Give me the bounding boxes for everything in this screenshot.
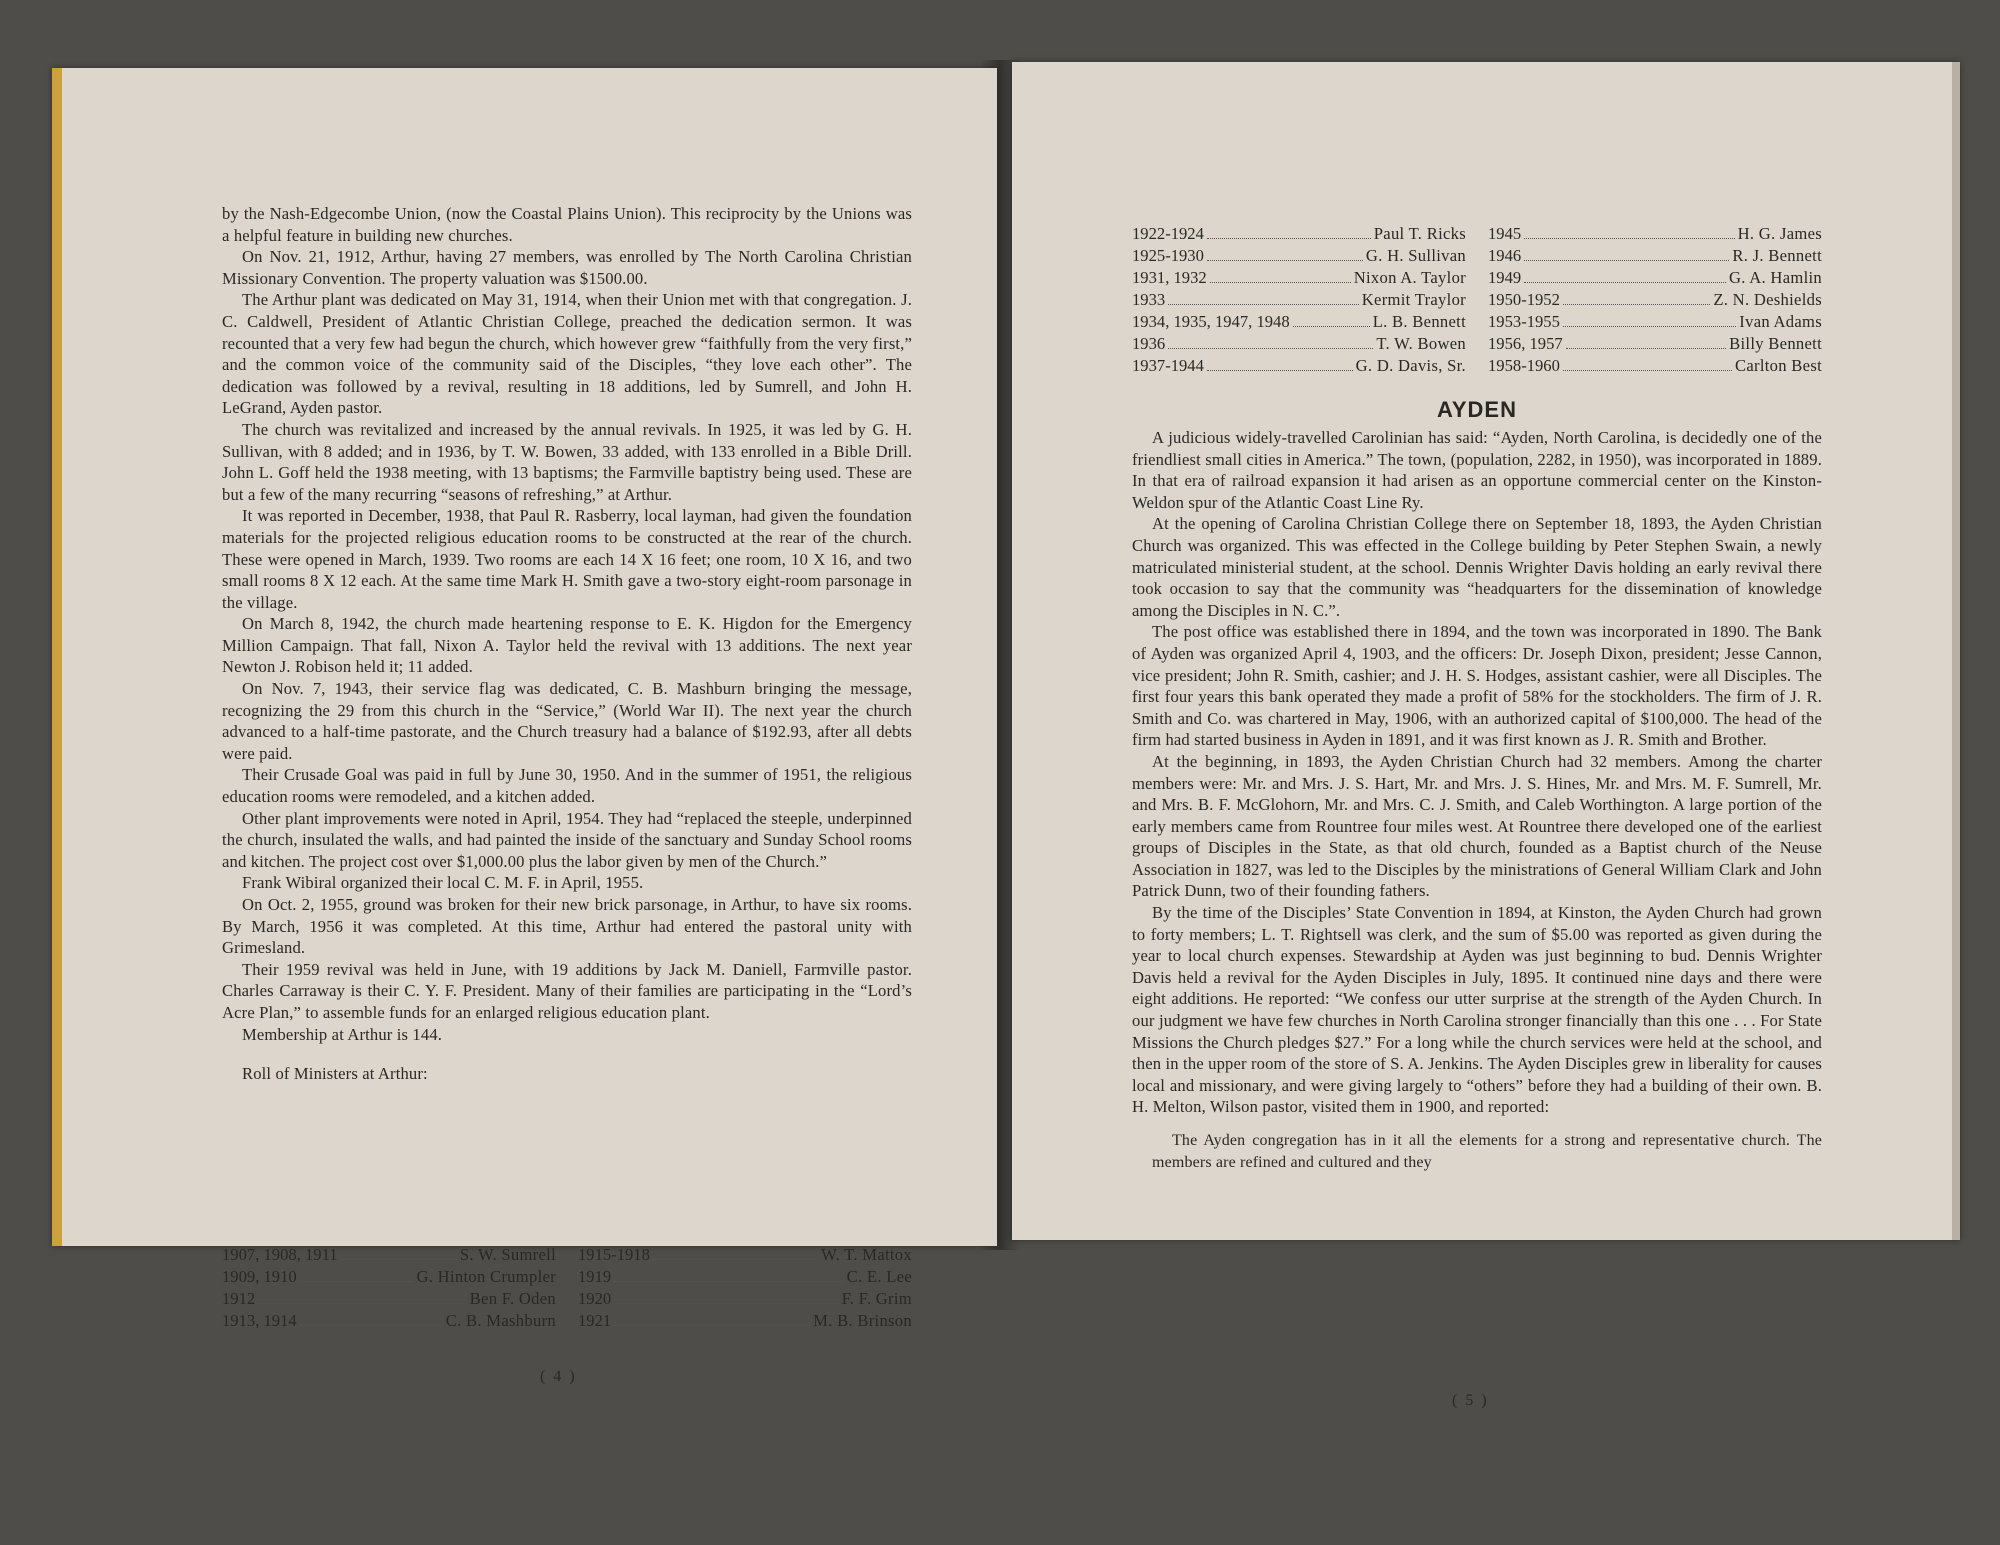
minister-years: 1919	[578, 1267, 612, 1286]
minister-row	[1488, 245, 1822, 267]
ministers-column	[1132, 223, 1466, 377]
minister-years: 1934, 1935, 1947, 1948	[1132, 312, 1290, 331]
paragraph: A judicious widely-travelled Carolinian has said: “Ayden, North Carolina, is decidedly one of the friendliest small cities in America.” The town, (population, 2282, in 1950), was incorporated in 1889. In that era of railroad expansion it had arisen as an opportune commercial center on the Kinston-Weldon spur of the Atlantic Coast Line Ry.	[1132, 428, 1822, 512]
minister-name: L. B. Bennett	[1372, 312, 1466, 331]
paragraph: The Arthur plant was dedicated on May 31, 1914, when their Union met with that congregation. J. C. Caldwell, President of Atlantic Christian College, preached the dedication sermon. It was recounted that a very few had begun the church, which however grew “faithfully from the very first,” and the common voice of the community said of the Disciples, “they love each other”. The dedication was followed by a revival, resulting in 18 additions, led by Sumrell, and John H. LeGrand, Ayden pastor.	[222, 290, 912, 418]
minister-years: 1953-1955	[1488, 312, 1560, 331]
paragraph: On Nov. 21, 1912, Arthur, having 27 members, was enrolled by The North Carolina Christian Missionary Convention. The property valuation was $1500.00.	[222, 247, 912, 288]
minister-name: T. W. Bowen	[1376, 334, 1466, 353]
paragraph: On Oct. 2, 1955, ground was broken for their new brick parsonage, in Arthur, to have six rooms. By March, 1956 it was completed. At this time, Arthur had entered the pastoral unity with Grimesland.	[222, 895, 912, 958]
right-page	[1012, 62, 1960, 1409]
minister-years: 1945	[1488, 224, 1522, 243]
paragraph: The post office was established there in 1894, and the town was incorporated in 1890. The Bank of Ayden was organized April 4, 1903, and the officers: Dr. Joseph Dixon, president; Jesse Cannon, vice president; John R. Smith, cashier; and J. H. S. Hodges, assistant cashier, were all Disciples. The first four years this bank operated they made a profit of 58% for the stockholders. The firm of J. R. Smith and Co. was chartered in May, 1906, with an authorized capital of $100,000. The head of the firm had started business in Ayden in 1891, and it was first known as J. R. Smith and Brother.	[1132, 622, 1822, 750]
minister-years: 1931, 1932	[1132, 268, 1207, 287]
paragraph: The church was revitalized and increased by the annual revivals. In 1925, it was led by G. H. Sullivan, with 8 added; and in 1936, by T. W. Bowen, 33 added, with 133 enrolled in a Bible Drill. John L. Goff held the 1938 meeting, with 13 baptisms; the Farmville baptistry being used. These are but a few of the many recurring “seasons of refreshing,” at Arthur.	[222, 419, 912, 504]
minister-row	[222, 1266, 556, 1288]
minister-name: C. B. Mashburn	[445, 1311, 556, 1330]
minister-name: M. B. Brinson	[813, 1311, 912, 1330]
paragraph: At the opening of Carolina Christian College there on September 18, 1893, the Ayden Christian Church was organized. This was effected in the College building by Peter Stephen Swain, a newly matriculated ministerial student, at the school. Dennis Wrighter Davis holding an early revival there took occasion to say that the community was “headquarters for the dissemination of knowledge among the Disciples in N. C.”.	[1132, 514, 1822, 620]
minister-years: 1958-1960	[1488, 356, 1560, 375]
minister-row	[1132, 355, 1466, 377]
leader-dots	[1207, 370, 1353, 371]
paragraph: Their Crusade Goal was paid in full by June 30, 1950. And in the summer of 1951, the religious education rooms were remodeled, and a kitchen added.	[222, 765, 912, 807]
minister-row	[1488, 267, 1822, 289]
paragraph: Their 1959 revival was held in June, with 19 additions by Jack M. Daniell, Farmville pastor. Charles Carraway is their C. Y. F. President. Many of their families are participating in the “Lord’s Acre Plan,” to assemble funds for an enlarged religious education plant.	[222, 959, 912, 1022]
paragraph: Membership at Arthur is 144.	[242, 1024, 443, 1044]
paragraph: By the time of the Disciples’ State Convention in 1894, at Kinston, the Ayden Church had grown to forty members; L. T. Rightsell was clerk, and the sum of $5.00 was reported as given during the year to local church expenses. Stewardship at Ayden was just beginning to bud. Dennis Wrighter Davis held a revival for the Ayden Disciples in July, 1895. It continued nine days and there were eight additions. He reported: “We confess our utter surprise at the strength of the Ayden Church. In our judgment we have few churches in North Carolina stronger financially than this one . . . For State Missions the Church pledges $27.” For a long while the church services were held at the school, and then in the upper room of the store of S. A. Jenkins. The Ayden Disciples grew in liberality for causes local and missionary, and were giving largely to “others” before they had a building of their own. B. H. Melton, Wilson pastor, visited them in 1900, and reported:	[1132, 903, 1822, 1117]
minister-name: G. D. Davis, Sr.	[1355, 356, 1466, 375]
minister-row	[578, 1288, 912, 1310]
minister-row	[222, 1310, 556, 1332]
leader-dots	[614, 1281, 843, 1282]
minister-years: 1925-1930	[1132, 246, 1204, 265]
minister-row	[1132, 289, 1466, 311]
minister-years: 1921	[578, 1311, 612, 1330]
paragraph: Frank Wibiral organized their local C. M. F. in April, 1955.	[242, 873, 644, 893]
minister-name: W. T. Mattox	[821, 1245, 912, 1264]
minister-years: 1909, 1910	[222, 1267, 297, 1286]
right-page-body	[1132, 427, 1822, 1173]
leader-dots	[653, 1259, 818, 1260]
minister-years: 1950-1952	[1488, 290, 1560, 309]
minister-name: R. J. Bennett	[1732, 246, 1822, 265]
minister-row	[1488, 311, 1822, 333]
leader-dots	[1563, 304, 1710, 305]
leader-dots	[1563, 326, 1736, 327]
minister-row	[578, 1266, 912, 1288]
leader-dots	[341, 1259, 457, 1260]
paragraph: by the Nash-Edgecombe Union, (now the Coastal Plains Union). This reciprocity by the Unions was a helpful feature in building new churches.	[222, 204, 912, 245]
leader-dots	[1168, 348, 1373, 349]
minister-name: Kermit Traylor	[1361, 290, 1466, 309]
minister-name: H. G. James	[1737, 224, 1822, 243]
minister-name: G. H. Sullivan	[1365, 246, 1466, 265]
minister-years: 1956, 1957	[1488, 334, 1563, 353]
minister-name: C. E. Lee	[846, 1267, 912, 1286]
minister-name: F. F. Grim	[841, 1289, 912, 1308]
minister-years: 1913, 1914	[222, 1311, 297, 1330]
minister-name: Ben F. Oden	[469, 1289, 556, 1308]
leader-dots	[300, 1325, 443, 1326]
minister-years: 1912	[222, 1289, 256, 1308]
minister-name: Nixon A. Taylor	[1353, 268, 1466, 287]
minister-row	[1132, 245, 1466, 267]
leader-dots	[300, 1281, 414, 1282]
minister-row	[1132, 223, 1466, 245]
paragraph: At the beginning, in 1893, the Ayden Christian Church had 32 members. Among the charter members were: Mr. and Mrs. J. S. Hart, Mr. and Mrs. J. S. Hines, Mr. and Mrs. M. F. Sumrell, Mr. and Mrs. B. F. McGlohorn, Mr. and Mrs. C. J. Smith, and Caleb Worthington. A large portion of the early members came from Rountree four miles west. At Rountree there developed one of the earliest groups of Disciples in the State, as that old church, founded as a Baptist church of the Neuse Association in 1827, was led to the Disciples by the ministrations of General William Clark and John Patrick Dunn, two of their founding fathers.	[1132, 751, 1822, 901]
minister-years: 1933	[1132, 290, 1166, 309]
minister-name: G. A. Hamlin	[1728, 268, 1822, 287]
leader-dots	[1524, 238, 1734, 239]
minister-name: Ivan Adams	[1739, 312, 1822, 331]
leader-dots	[1563, 370, 1732, 371]
minister-row	[1132, 267, 1466, 289]
ministers-table-right	[1132, 223, 1822, 377]
minister-years: 1920	[578, 1289, 612, 1308]
minister-row	[578, 1244, 912, 1266]
leader-dots	[1524, 260, 1729, 261]
leader-dots	[614, 1325, 810, 1326]
ministers-table-left	[222, 1244, 912, 1332]
paragraph: On March 8, 1942, the church made heartening response to E. K. Higdon for the Emergency Million Campaign. That fall, Nixon A. Taylor held the revival with 13 additions. The next year Newton J. Robison held it; 11 added.	[222, 614, 912, 677]
minister-row	[1132, 311, 1466, 333]
minister-row	[1488, 289, 1822, 311]
page-number: ( 5 )	[1452, 1392, 1489, 1409]
leader-dots	[614, 1303, 838, 1304]
roll-of-ministers-label: Roll of Ministers at Arthur:	[242, 1064, 428, 1084]
minister-years: 1907, 1908, 1911	[222, 1245, 338, 1264]
leader-dots	[1293, 326, 1370, 327]
minister-name: Z. N. Deshields	[1713, 290, 1822, 309]
minister-name: S. W. Sumrell	[459, 1245, 556, 1264]
minister-row	[1488, 333, 1822, 355]
leader-dots	[1207, 238, 1371, 239]
leader-dots	[1207, 260, 1363, 261]
minister-name: Paul T. Ricks	[1373, 224, 1466, 243]
paragraph: On Nov. 7, 1943, their service flag was dedicated, C. B. Mashburn bringing the message, recognizing the 29 from this church in the “Service,” (World War II). The next year the church advanced to a half-time pastorate, and the Church treasury had a balance of $192.93, after all debts were paid.	[222, 679, 912, 763]
minister-row	[578, 1310, 912, 1332]
paragraph: It was reported in December, 1938, that Paul R. Rasberry, local layman, had given the foundation materials for the projected religious education rooms to be constructed at the rear of the church. These were opened in March, 1939. Two rooms are each 14 X 16 feet; one room, 10 X 16, and two small rooms 8 X 12 each. At the same time Mark H. Smith gave a two-story eight-room parsonage in the village.	[222, 506, 912, 612]
leader-dots	[1210, 282, 1351, 283]
minister-years: 1936	[1132, 334, 1166, 353]
block-quote: The Ayden congregation has in it all the elements for a strong and representative church. The members are refined and cultured and they	[1152, 1132, 1822, 1171]
minister-name: G. Hinton Crumpler	[416, 1267, 556, 1286]
minister-row	[222, 1288, 556, 1310]
minister-row	[222, 1244, 556, 1266]
section-heading-ayden: AYDEN	[1437, 397, 1517, 422]
leader-dots	[1168, 304, 1359, 305]
minister-name: Billy Bennett	[1729, 334, 1822, 353]
minister-years: 1949	[1488, 268, 1522, 287]
left-page-body	[222, 203, 912, 1085]
leader-dots	[1524, 282, 1726, 283]
minister-years: 1937-1944	[1132, 356, 1204, 375]
minister-row	[1132, 333, 1466, 355]
page-number: ( 4 )	[540, 1368, 577, 1385]
minister-name: Carlton Best	[1734, 356, 1822, 375]
paragraph: Other plant improvements were noted in April, 1954. They had “replaced the steeple, underpinned the church, insulated the walls, and had painted the inside of the sanctuary and Sunday School rooms and kitchen. The project cost over $1,000.00 plus the labor given by men of the Church.”	[222, 808, 912, 871]
left-page	[52, 68, 997, 1385]
minister-years: 1946	[1488, 246, 1522, 265]
minister-row	[1488, 355, 1822, 377]
ministers-column	[222, 1244, 556, 1332]
leader-dots	[258, 1303, 466, 1304]
ministers-column	[1488, 223, 1822, 377]
minister-years: 1922-1924	[1132, 224, 1204, 243]
minister-row	[1488, 223, 1822, 245]
leader-dots	[1566, 348, 1726, 349]
ministers-column	[578, 1244, 912, 1332]
minister-years: 1915-1918	[578, 1245, 650, 1264]
